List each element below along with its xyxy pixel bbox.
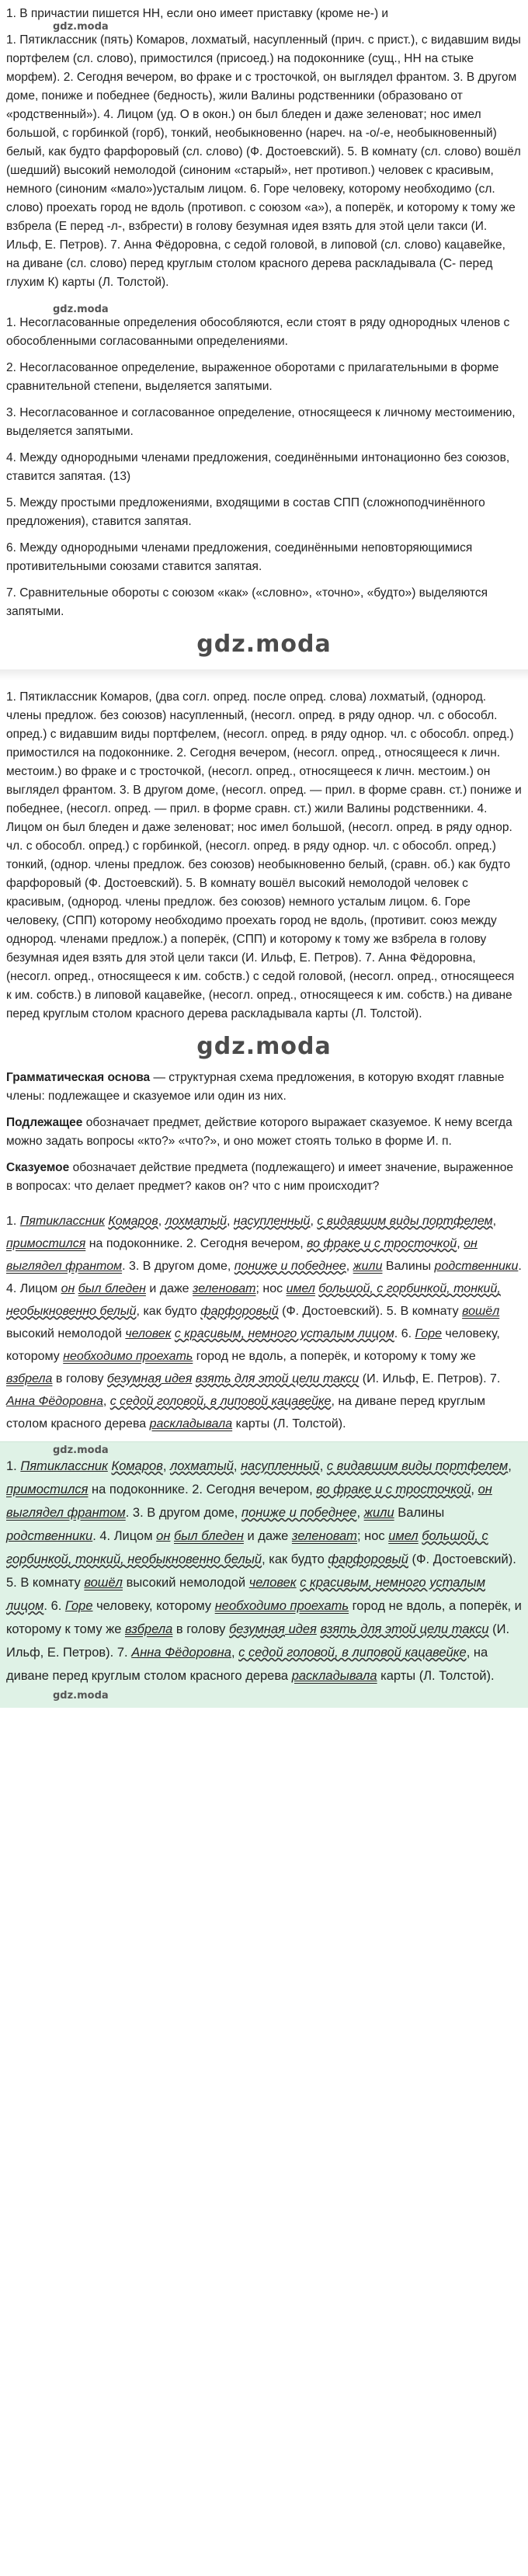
text: , на диване перед круглым столом красного дерева — [6, 1646, 488, 1683]
predicate-def: обозначает действие предмета (подлежащего) и имеет значение, выраженное в вопросах: что делает предмет? каков он? что с ним происходит? — [6, 1161, 514, 1193]
definition: с видавшим виды портфелем — [326, 1459, 509, 1473]
rule-1: 1. Несогласованные определения обособляются, если стоят в ряду однородных членов с обособленными согласованными определениями. — [6, 316, 510, 348]
definition: пониже и победнее — [234, 1260, 346, 1273]
text: в голову — [172, 1622, 229, 1636]
predicate: был бледен — [174, 1529, 244, 1543]
rule-5: 5. Между простыми предложениями, входящими в состав СПП (сложноподчинённого предложения), ставится запятая. — [6, 496, 485, 528]
text: человеку, которому — [92, 1599, 215, 1613]
text: и даже — [243, 1529, 292, 1543]
rule-3: 3. Несогласованное и согласованное определение, относящееся к личному местоимению, выделяется запятыми. — [6, 406, 516, 438]
text: . 6. — [394, 1327, 415, 1340]
text: , как будто — [262, 1552, 328, 1566]
watermark: gdz.moda — [53, 1690, 109, 1702]
predicate: жили — [353, 1260, 383, 1273]
text: , — [457, 1237, 464, 1250]
text: (И. Ильф, Е. Петров). 7. — [6, 1622, 510, 1660]
subject-def: обозначает предмет, действие которого выражает сказуемое. К нему всегда можно задать вопросы «кто?» «что?», и оно может стоять только в форме И. п. — [6, 1116, 512, 1148]
text: карты (Л. Толстой). — [377, 1669, 495, 1683]
definition: большой, с горбинкой, тонкий, необыкновенно белый — [6, 1529, 488, 1566]
watermark: gdz.moda — [196, 631, 332, 658]
text: (Ф. Достоевский). 5. В комнату — [278, 1305, 463, 1318]
text: на подоконнике. 2. Сегодня вечером, — [88, 1483, 317, 1497]
grammar-def: — структурная схема предложения, в которую входят главные члены: подлежащее и сказуемое или один из них. — [6, 1071, 505, 1103]
text: высокий немолодой — [122, 1576, 249, 1590]
predicate: имел — [286, 1282, 315, 1295]
text: (Ф. Достоевский). 5. В комнату — [6, 1552, 516, 1590]
definition: взять для этой цели такси — [320, 1622, 489, 1636]
definition: лохматый — [165, 1215, 228, 1228]
rule-6: 6. Между однородными членами предложения, соединёнными неповторяющимися противительными союзами ставится запятая. — [6, 541, 473, 573]
predicate: зеленоват — [291, 1529, 357, 1543]
answer-box — [0, 1441, 528, 1708]
subject: Горе — [415, 1327, 442, 1340]
definition: с красивым, немного усталым лицом — [174, 1327, 394, 1340]
predicate-term: Сказуемое — [6, 1161, 70, 1174]
predicate: взбрела — [125, 1622, 173, 1636]
rule-2: 2. Несогласованное определение, выраженное оборотами с прилагательными в форме сравнительной степени, выделяется запятыми. — [6, 361, 499, 393]
definition: с седой головой, в липовой кацавейке — [109, 1395, 332, 1408]
text: , — [227, 1215, 234, 1228]
text: , — [102, 1395, 110, 1408]
definition: с красивым, немного усталым лицом — [6, 1576, 486, 1613]
predicate: выглядел франтом — [6, 1506, 126, 1520]
predicate-definition — [6, 1159, 522, 1196]
grammar-term: Грамматическая основа — [6, 1071, 151, 1084]
subject: человек — [125, 1327, 172, 1340]
definition: пониже и победнее — [241, 1506, 357, 1520]
predicate: раскладывала — [291, 1669, 377, 1683]
subject-definition — [6, 1114, 522, 1151]
intro-section — [0, 0, 528, 306]
text: , — [319, 1459, 327, 1473]
text: карты (Л. Толстой). — [232, 1417, 346, 1431]
text: . 4. Лицом — [6, 1260, 522, 1295]
text: , — [508, 1459, 512, 1473]
watermark: gdz.moda — [53, 21, 109, 33]
grammar-section — [0, 1069, 528, 1210]
text: , — [471, 1483, 478, 1497]
analysis-section — [0, 683, 528, 1069]
intro-line: 1. В причастии пишется НН, если оно имеет приставку (кроме не-) и — [6, 7, 389, 20]
text: , — [233, 1459, 241, 1473]
text: город не вдоль, а поперёк, и которому к тому же — [6, 1599, 522, 1636]
text: Валины — [382, 1260, 435, 1273]
text: Валины — [394, 1506, 445, 1520]
intro-text: 1. Пятиклассник (пять) Комаров, лохматый, насупленный (прич. с прист.), с видавшим виды портфелем (сл. слово), примостился (присоед.) на подоконнике (сущ., НН на стыке морфем). 2. Сегодня вечером, во фраке и с тросточкой, он выглядел франтом. 3. В другом доме, пониже и победнее (бедность), жили Валины родственники (образовано от «родственный»). 4. Лицом (уд. О в окон.) он был бледен и даже зеленоват; нос имел большой, с горбинкой (горб), тонкий, необыкновенно (нареч. на -о/-е, необыкновенный) белый, как будто фарфоровый (сл. слово) (Ф. Достоевский). 5. В комнату (сл. слово) вошёл (шедший) высокий немолодой (синоним «старый», нет противоп.) человек с красивым, немного (синоним «мало»)усталым лицом. 6. Горе человеку, которому необходимо (сл. слово) проехать город не вдоль (противоп. с союзом «а»), а поперёк, и которому к тому же взбрела (Е перед -л-, взбрести) в голову безумная идея взять для этой цели такси (И. Ильф, Е. Петров). 7. Анна Фёдоровна, с седой головой, в липовой (сл. слово) кацавейке, на диване (сл. слово) перед круглым столом красного дерева раскладывала (С- перед глухим К) карты (Л. Толстой). — [6, 33, 521, 289]
rule-4: 4. Между однородными членами предложения, соединёнными интонационно без союзов, ставится запятая. (13) — [6, 451, 510, 483]
text: . 6. — [43, 1599, 65, 1613]
text: на подоконнике. 2. Сегодня вечером, — [85, 1237, 307, 1250]
text: и даже — [145, 1282, 193, 1295]
watermark: gdz.moda — [196, 1033, 332, 1060]
text: ; нос — [255, 1282, 287, 1295]
predicate: раскладывала — [149, 1417, 233, 1431]
definition: взять для этой цели такси — [195, 1372, 360, 1385]
predicate: выглядел франтом — [6, 1260, 123, 1273]
definition: безумная — [106, 1372, 162, 1385]
text: , — [492, 1215, 497, 1228]
text: человеку, которому — [6, 1327, 500, 1363]
subject: он — [464, 1237, 478, 1250]
subject: Пятиклассник — [20, 1459, 108, 1473]
text: , — [162, 1459, 170, 1473]
grammar-definition — [6, 1069, 522, 1106]
predicate: примостился — [6, 1483, 89, 1497]
definition: безумная — [228, 1622, 285, 1636]
predicate: взбрела — [6, 1372, 53, 1385]
text: , — [310, 1215, 318, 1228]
predicate: имел — [388, 1529, 419, 1543]
text: 1. — [6, 1215, 20, 1228]
subject: он — [61, 1282, 75, 1295]
text: высокий немолодой — [6, 1327, 126, 1340]
text: (И. Ильф, Е. Петров). 7. — [359, 1372, 501, 1385]
predicate: был бледен — [78, 1282, 146, 1295]
text: , — [158, 1215, 165, 1228]
text: город не вдоль, а поперёк, и которому к тому же — [193, 1350, 476, 1363]
definition: лохматый — [170, 1459, 234, 1473]
predicate: вошёл — [462, 1305, 500, 1318]
section-divider — [0, 669, 528, 680]
text: 1. — [6, 1459, 21, 1473]
subject: он — [478, 1483, 492, 1497]
definition: во фраке и с тросточкой — [307, 1237, 457, 1250]
watermark: gdz.moda — [53, 304, 109, 315]
predicate: необходимо проехать — [214, 1599, 349, 1613]
definition: с седой головой, в липовой кацавейке — [238, 1646, 467, 1660]
parsed-section — [0, 1210, 528, 1441]
subject: Горе — [64, 1599, 93, 1613]
definition: во фраке и с тросточкой — [316, 1483, 471, 1497]
text: , — [346, 1260, 353, 1273]
predicate: необходимо проехать — [63, 1350, 193, 1363]
text: , на диване перед круглым столом красного дерева — [6, 1395, 486, 1431]
predicate: жили — [363, 1506, 394, 1520]
subject: Анна Фёдоровна — [6, 1395, 103, 1408]
definition: с видавшим виды портфелем — [317, 1215, 493, 1228]
subject: он — [156, 1529, 171, 1543]
text: . 3. В другом доме, — [122, 1260, 234, 1273]
subject: Пятиклассник — [19, 1215, 105, 1228]
text: , — [231, 1646, 239, 1660]
subject-term: Подлежащее — [6, 1116, 83, 1129]
predicate: зеленоват — [193, 1282, 256, 1295]
subject: родственники — [434, 1260, 519, 1273]
watermark: gdz.moda — [53, 1444, 109, 1456]
definition: насупленный — [233, 1215, 311, 1228]
text: ; нос — [356, 1529, 389, 1543]
predicate: вошёл — [84, 1576, 123, 1590]
text: , как будто — [136, 1305, 201, 1318]
definition: Комаров — [108, 1215, 158, 1228]
definition: насупленный — [241, 1459, 320, 1473]
definition: большой, с горбинкой, тонкий, необыкновенно белый — [6, 1282, 501, 1318]
text: в голову — [52, 1372, 107, 1385]
text: , — [356, 1506, 364, 1520]
subject: человек — [248, 1576, 297, 1590]
subject: идея — [161, 1372, 193, 1385]
definition: фарфоровый — [200, 1305, 279, 1318]
definition: Комаров — [111, 1459, 163, 1473]
text: . 4. Лицом — [92, 1529, 157, 1543]
subject: Анна Фёдоровна — [131, 1646, 231, 1660]
text: . 3. В другом доме, — [125, 1506, 241, 1520]
analysis-text: 1. Пятиклассник Комаров, (два согл. опред. после опред. слова) лохматый, (однород. члены предлож. без союзов) насупленный, (несогл. опред. в ряду однор. чл. с обособл. опред.) с видавшим виды портфелем, (несогл. опред. в ряду однор. чл. с обособл. опред.) примостился на подоконнике. 2. Сегодня вечером, (несогл. опред., относящееся к личн. местоим.) во фраке и с тросточкой, (несогл. опред., относящееся к личн. местоим.) он выглядел франтом. 3. В другом доме, (несогл. опред. — прил. в форме сравн. ст.) пониже и победнее, (несогл. опред. — прил. в форме сравн. ст.) жили Валины родственники. 4. Лицом он был бледен и даже зеленоват; нос имел большой, (несогл. опред. в ряду однор. чл. с обособл. опред.) с горбинкой, (несогл. опред. в ряду однор. чл. с обособл. опред.) тонкий, (однор. члены предлож. без союзов) необыкновенно белый, (сравн. об.) как будто фарфоровый (Ф. Достоевский). 5. В комнату вошёл высокий немолодой человек с красивым, (однород. члены предлож. без союзов) немного усталым лицом. 6. Горе человеку, (СПП) которому необходимо проехать город не вдоль, (противит. союз между однород. членами предлож.) а поперёк, (СПП) и которому к тому же взбрела в голову безумная идея взять для этой цели такси (И. Ильф, Е. Петров). 7. Анна Фёдоровна, (несогл. опред., относящееся к им. собств.) с седой головой, (несогл. опред., относящееся к им. собств.) в липовой кацавейке, (несогл. опред., относящееся к им. собств.) на диване перед круглым столом красного дерева раскладывала карты (Л. Толстой). — [6, 690, 522, 1020]
rule-7: 7. Сравнительные обороты с союзом «как» («словно», «точно», «будто») выделяются запятыми. — [6, 586, 488, 618]
subject: идея — [284, 1622, 317, 1636]
subject: родственники — [6, 1529, 93, 1543]
predicate: примостился — [6, 1237, 86, 1250]
definition: фарфоровый — [328, 1552, 408, 1566]
rules-section — [0, 304, 528, 666]
